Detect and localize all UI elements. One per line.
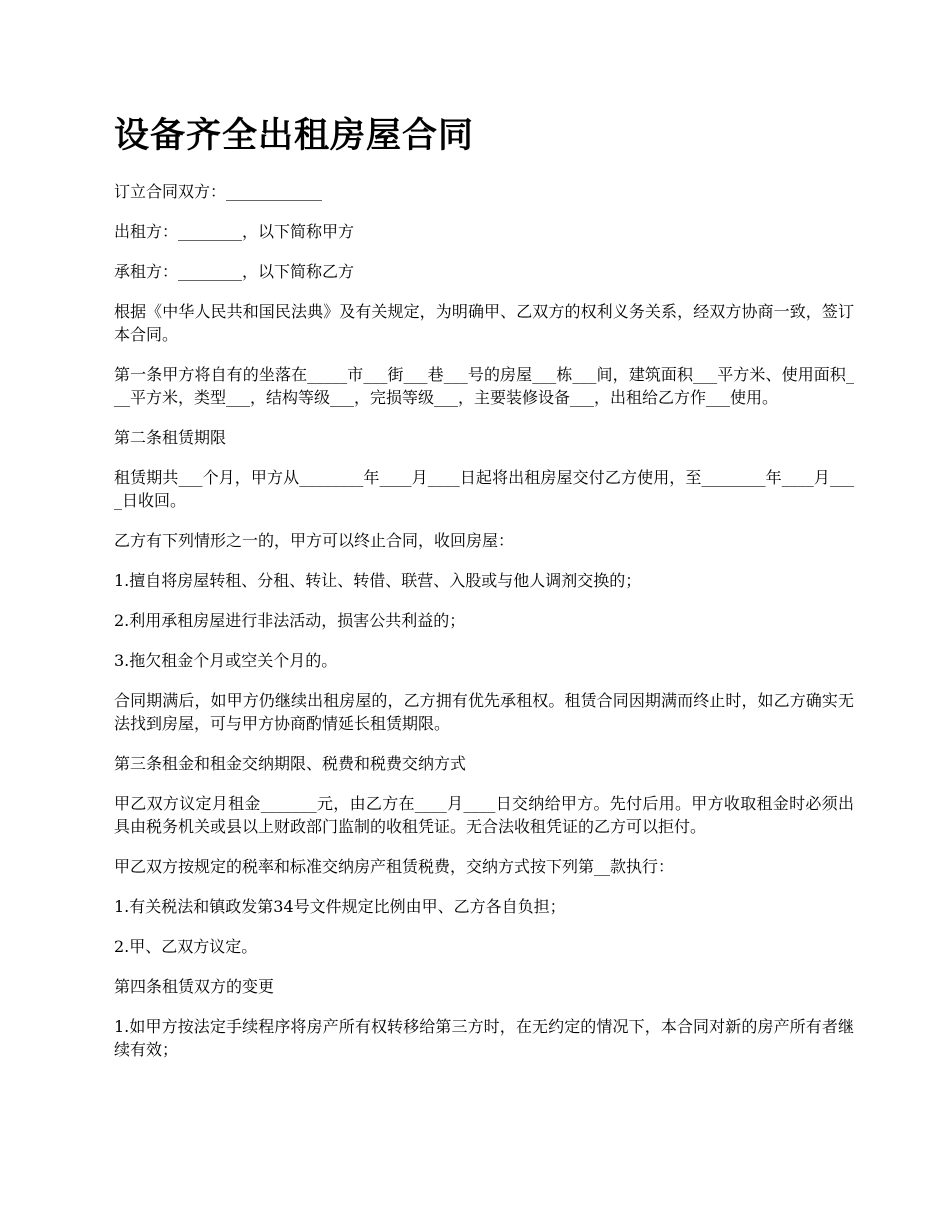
list-item-termination-2: 2.利用承租房屋进行非法活动，损害公共利益的；	[114, 611, 466, 630]
paragraph-parties: 订立合同双方：____________	[114, 182, 323, 201]
list-item-tax-1: 1.有关税法和镇政发第34号文件规定比例由甲、乙方各自负担；	[114, 897, 566, 916]
paragraph-lease-term: 租赁期共___个月，甲方从________年____月____日起将出租房屋交付乙方使用，至________年____月____日收回。	[114, 468, 854, 510]
paragraph-lessor: 出租方：________，以下简称甲方	[114, 222, 355, 241]
document-page	[114, 112, 854, 1078]
document-title: 设备齐全出租房屋合同	[114, 116, 475, 156]
paragraph-renewal: 合同期满后，如甲方仍继续出租房屋的，乙方拥有优先承租权。租赁合同因期满而终止时，如乙方确实无法找到房屋，可与甲方协商酌情延长租赁期限。	[114, 691, 854, 733]
paragraph-termination-intro: 乙方有下列情形之一的，甲方可以终止合同，收回房屋：	[114, 531, 515, 550]
paragraph-preamble: 根据《中华人民共和国民法典》及有关规定，为明确甲、乙双方的权利义务关系，经双方协商一致，签订本合同。	[114, 302, 854, 344]
heading-article-4: 第四条租赁双方的变更	[114, 977, 275, 996]
list-item-change-1: 1.如甲方按法定手续程序将房产所有权转移给第三方时，在无约定的情况下，本合同对新的房产所有者继续有效；	[114, 1017, 854, 1059]
paragraph-taxes: 甲乙双方按规定的税率和标准交纳房产租赁税费，交纳方式按下列第__款执行：	[114, 857, 675, 876]
paragraph-rent: 甲乙双方议定月租金_______元，由乙方在____月____日交纳给甲方。先付后用。甲方收取租金时必须出具由税务机关或县以上财政部门监制的收租凭证。无合法收租凭证的乙方可以拒付。	[114, 794, 854, 836]
list-item-tax-2: 2.甲、乙双方议定。	[114, 937, 258, 956]
paragraph-article-1: 第一条甲方将自有的坐落在_____市___街___巷___号的房屋___栋___间，建筑面积___平方米、使用面积___平方米，类型___，结构等级___，完损等级___，主要装修设备___，出租给乙方作___使用。	[114, 365, 854, 407]
paragraph-lessee: 承租方：________，以下简称乙方	[114, 262, 355, 281]
list-item-termination-3: 3.拖欠租金个月或空关个月的。	[114, 651, 338, 670]
heading-article-2: 第二条租赁期限	[114, 428, 227, 447]
heading-article-3: 第三条租金和租金交纳期限、税费和税费交纳方式	[114, 754, 467, 773]
list-item-termination-1: 1.擅自将房屋转租、分租、转让、转借、联营、入股或与他人调剂交换的；	[114, 571, 642, 590]
